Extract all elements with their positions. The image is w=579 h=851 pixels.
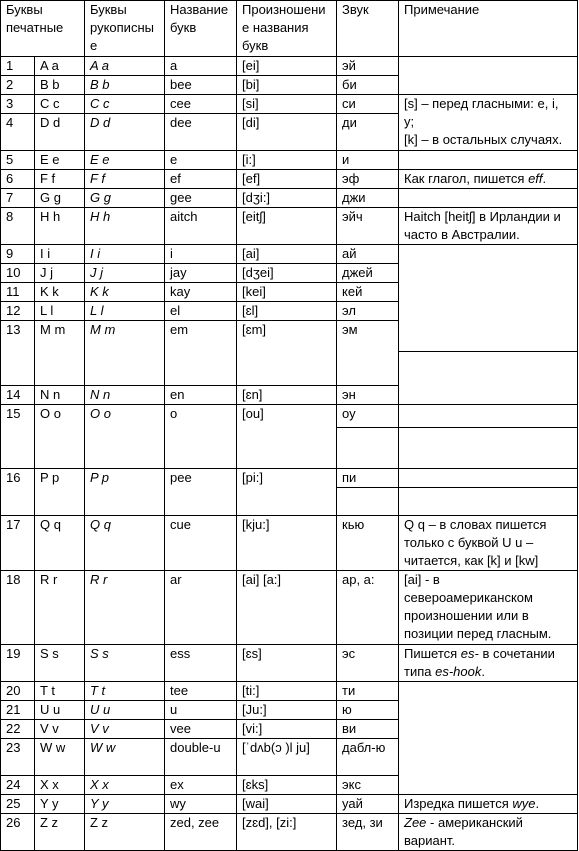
printed-letter: D d	[35, 114, 85, 151]
handwritten-letter: O o	[85, 405, 165, 469]
handwritten-letter: L l	[85, 302, 165, 321]
letter-name: cee	[165, 95, 237, 114]
handwritten-letter: U u	[85, 701, 165, 720]
letter-sound: джи	[337, 189, 399, 208]
letter-pronunciation: [ɛl]	[237, 302, 337, 321]
printed-letter: U u	[35, 701, 85, 720]
letter-sound: эл	[337, 302, 399, 321]
letter-name: pee	[165, 469, 237, 516]
table-row	[1, 151, 578, 170]
printed-letter: E e	[35, 151, 85, 170]
letter-pronunciation: [ou]	[237, 405, 337, 469]
letter-pronunciation: [ɛks]	[237, 776, 337, 795]
note-italic: wye	[512, 796, 536, 811]
letter-sound: эйч	[337, 208, 399, 245]
letter-sound: ай	[337, 245, 399, 264]
table-row	[1, 189, 578, 208]
letter-name: u	[165, 701, 237, 720]
printed-letter: H h	[35, 208, 85, 245]
printed-letter: B b	[35, 76, 85, 95]
note-s	[399, 645, 578, 682]
note-text: - американский вариант.	[404, 815, 523, 848]
row-number: 26	[1, 814, 35, 851]
letter-pronunciation: [ˈdʌb(ɔ )l ju]	[237, 739, 337, 776]
row-number: 18	[1, 571, 35, 645]
note-empty	[399, 488, 578, 516]
letter-sound: эн	[337, 386, 399, 405]
note-empty	[399, 469, 578, 488]
note-italic: Zee	[404, 815, 427, 830]
letter-name: i	[165, 245, 237, 264]
row-number: 21	[1, 701, 35, 720]
printed-letter: P p	[35, 469, 85, 516]
letter-name: dee	[165, 114, 237, 151]
table-row	[1, 405, 578, 428]
letter-pronunciation: [dʒei]	[237, 264, 337, 283]
letter-name: jay	[165, 264, 237, 283]
letter-sound: оу	[337, 405, 399, 428]
handwritten-letter: V v	[85, 720, 165, 739]
table-row	[1, 571, 578, 645]
note-h: Haitch [heitʃ] в Ирландии и часто в Австралии.	[399, 208, 578, 245]
handwritten-letter: J j	[85, 264, 165, 283]
letter-sound: ю	[337, 701, 399, 720]
note-empty	[399, 57, 578, 95]
header-sound: Звук	[337, 1, 399, 57]
note-y	[399, 795, 578, 814]
table-row	[1, 245, 578, 264]
row-number: 8	[1, 208, 35, 245]
letter-pronunciation: [wai]	[237, 795, 337, 814]
printed-letter: N n	[35, 386, 85, 405]
handwritten-letter: Y y	[85, 795, 165, 814]
letter-pronunciation: [Ju:]	[237, 701, 337, 720]
letter-name: em	[165, 321, 237, 386]
note-empty	[399, 245, 578, 352]
table-row	[1, 469, 578, 488]
note-empty	[399, 189, 578, 208]
printed-letter: R r	[35, 571, 85, 645]
note-italic: es-hook	[435, 664, 482, 679]
handwritten-letter: G g	[85, 189, 165, 208]
letter-sound: дабл-ю	[337, 739, 399, 776]
letter-sound: ар, а:	[337, 571, 399, 645]
handwritten-letter: T t	[85, 682, 165, 701]
letter-name: en	[165, 386, 237, 405]
table-row	[1, 208, 578, 245]
letter-sound: ти	[337, 682, 399, 701]
note-italic: es-	[460, 646, 479, 661]
handwritten-letter: A a	[85, 57, 165, 76]
note-text: .	[542, 171, 547, 186]
note-empty	[399, 405, 578, 428]
table-row	[1, 645, 578, 682]
printed-letter: L l	[35, 302, 85, 321]
handwritten-letter: B b	[85, 76, 165, 95]
row-number: 6	[1, 170, 35, 189]
row-number: 4	[1, 114, 35, 151]
row-number: 23	[1, 739, 35, 776]
letter-name: double-u	[165, 739, 237, 776]
letter-sound: эф	[337, 170, 399, 189]
handwritten-letter: C c	[85, 95, 165, 114]
note-line: [s] – перед гласными: e, i, y;	[404, 96, 559, 129]
handwritten-letter: K k	[85, 283, 165, 302]
note-z	[399, 814, 578, 851]
letter-name: ess	[165, 645, 237, 682]
row-number: 16	[1, 469, 35, 516]
letter-sound: ви	[337, 720, 399, 739]
letter-sound: кей	[337, 283, 399, 302]
letter-sound: уай	[337, 795, 399, 814]
sound-empty	[337, 428, 399, 469]
printed-letter: O o	[35, 405, 85, 469]
row-number: 19	[1, 645, 35, 682]
letter-name: cue	[165, 516, 237, 571]
letter-name: el	[165, 302, 237, 321]
letter-sound: эм	[337, 321, 399, 386]
letter-pronunciation: [kei]	[237, 283, 337, 302]
row-number: 15	[1, 405, 35, 469]
letter-pronunciation: [bi]	[237, 76, 337, 95]
row-number: 9	[1, 245, 35, 264]
header-name: Название букв	[165, 1, 237, 57]
letter-pronunciation: [eitʃ]	[237, 208, 337, 245]
printed-letter: Q q	[35, 516, 85, 571]
letter-name: ef	[165, 170, 237, 189]
note-italic: eff	[528, 171, 543, 186]
letter-sound: зед, зи	[337, 814, 399, 851]
printed-letter: Y y	[35, 795, 85, 814]
printed-letter: X x	[35, 776, 85, 795]
row-number: 24	[1, 776, 35, 795]
row-number: 1	[1, 57, 35, 76]
table-row	[1, 682, 578, 701]
letter-pronunciation: [ti:]	[237, 682, 337, 701]
letter-pronunciation: [pi:]	[237, 469, 337, 516]
row-number: 13	[1, 321, 35, 386]
handwritten-letter: E e	[85, 151, 165, 170]
letter-pronunciation: [ɛn]	[237, 386, 337, 405]
letter-pronunciation: [ai]	[237, 245, 337, 264]
row-number: 12	[1, 302, 35, 321]
row-number: 10	[1, 264, 35, 283]
printed-letter: W w	[35, 739, 85, 776]
letter-pronunciation: [si]	[237, 95, 337, 114]
row-number: 22	[1, 720, 35, 739]
printed-letter: T t	[35, 682, 85, 701]
handwritten-letter: H h	[85, 208, 165, 245]
letter-pronunciation: [i:]	[237, 151, 337, 170]
letter-name: bee	[165, 76, 237, 95]
handwritten-letter: Z z	[85, 814, 165, 851]
printed-letter: I i	[35, 245, 85, 264]
handwritten-letter: S s	[85, 645, 165, 682]
letter-pronunciation: [dʒi:]	[237, 189, 337, 208]
letter-name: gee	[165, 189, 237, 208]
row-number: 14	[1, 386, 35, 405]
letter-sound: экс	[337, 776, 399, 795]
letter-name: kay	[165, 283, 237, 302]
row-number: 25	[1, 795, 35, 814]
row-number: 5	[1, 151, 35, 170]
sound-empty	[337, 488, 399, 516]
printed-letter: C c	[35, 95, 85, 114]
handwritten-letter: P p	[85, 469, 165, 516]
header-row	[1, 1, 578, 57]
letter-pronunciation: [zɛd], [zi:]	[237, 814, 337, 851]
letter-sound: би	[337, 76, 399, 95]
letter-name: ex	[165, 776, 237, 795]
letter-name: o	[165, 405, 237, 469]
letter-name: vee	[165, 720, 237, 739]
letter-name: wy	[165, 795, 237, 814]
table-row	[1, 516, 578, 571]
header-printed: Буквы печатные	[1, 1, 85, 57]
note-text: .	[535, 796, 540, 811]
handwritten-letter: D d	[85, 114, 165, 151]
note-c-d	[399, 95, 578, 151]
letter-pronunciation: [ɛs]	[237, 645, 337, 682]
letter-pronunciation: [kju:]	[237, 516, 337, 571]
note-f	[399, 170, 578, 189]
letter-pronunciation: [ɛm]	[237, 321, 337, 386]
letter-sound: эс	[337, 645, 399, 682]
letter-sound: джей	[337, 264, 399, 283]
letter-sound: си	[337, 95, 399, 114]
letter-pronunciation: [ef]	[237, 170, 337, 189]
note-empty	[399, 428, 578, 469]
printed-letter: Z z	[35, 814, 85, 851]
table-row	[1, 795, 578, 814]
letter-pronunciation: [ai] [a:]	[237, 571, 337, 645]
letter-name: ar	[165, 571, 237, 645]
table-row	[1, 95, 578, 114]
note-text: Пишется	[404, 646, 461, 661]
letter-name: zed, zee	[165, 814, 237, 851]
handwritten-letter: M m	[85, 321, 165, 386]
letter-pronunciation: [di]	[237, 114, 337, 151]
row-number: 2	[1, 76, 35, 95]
handwritten-letter: X x	[85, 776, 165, 795]
handwritten-letter: F f	[85, 170, 165, 189]
letter-sound: кью	[337, 516, 399, 571]
printed-letter: V v	[35, 720, 85, 739]
letter-name: tee	[165, 682, 237, 701]
letter-name: e	[165, 151, 237, 170]
handwritten-letter: N n	[85, 386, 165, 405]
row-number: 11	[1, 283, 35, 302]
note-line: [k] – в остальных случаях.	[404, 132, 563, 147]
printed-letter: F f	[35, 170, 85, 189]
note-r: [ai] - в североамериканском произношении или в позиции перед гласным.	[399, 571, 578, 645]
printed-letter: J j	[35, 264, 85, 283]
note-empty	[399, 682, 578, 795]
printed-letter: M m	[35, 321, 85, 386]
letter-sound: ди	[337, 114, 399, 151]
table-row	[1, 170, 578, 189]
table-row	[1, 814, 578, 851]
letter-name: aitch	[165, 208, 237, 245]
letter-sound: и	[337, 151, 399, 170]
printed-letter: A a	[35, 57, 85, 76]
letter-name: a	[165, 57, 237, 76]
header-handwritten: Буквы рукописные	[85, 1, 165, 57]
note-empty	[399, 352, 578, 405]
handwritten-letter: Q q	[85, 516, 165, 571]
note-text: в сочетании типа	[404, 646, 555, 679]
letter-sound: эй	[337, 57, 399, 76]
row-number: 3	[1, 95, 35, 114]
letter-pronunciation: [vi:]	[237, 720, 337, 739]
printed-letter: K k	[35, 283, 85, 302]
note-q: Q q – в словах пишется только с буквой U u – читается, как [k] и [kw]	[399, 516, 578, 571]
letter-sound: пи	[337, 469, 399, 488]
table-row	[1, 57, 578, 76]
header-pronunciation: Произношение названия букв	[237, 1, 337, 57]
printed-letter: G g	[35, 189, 85, 208]
handwritten-letter: I i	[85, 245, 165, 264]
note-text: Изредка пишется	[404, 796, 513, 811]
printed-letter: S s	[35, 645, 85, 682]
note-empty	[399, 151, 578, 170]
letter-pronunciation: [ei]	[237, 57, 337, 76]
row-number: 7	[1, 189, 35, 208]
row-number: 17	[1, 516, 35, 571]
note-text: Как глагол, пишется	[404, 171, 529, 186]
note-text: .	[481, 664, 485, 679]
row-number: 20	[1, 682, 35, 701]
handwritten-letter: R r	[85, 571, 165, 645]
handwritten-letter: W w	[85, 739, 165, 776]
header-note: Примечание	[399, 1, 578, 57]
